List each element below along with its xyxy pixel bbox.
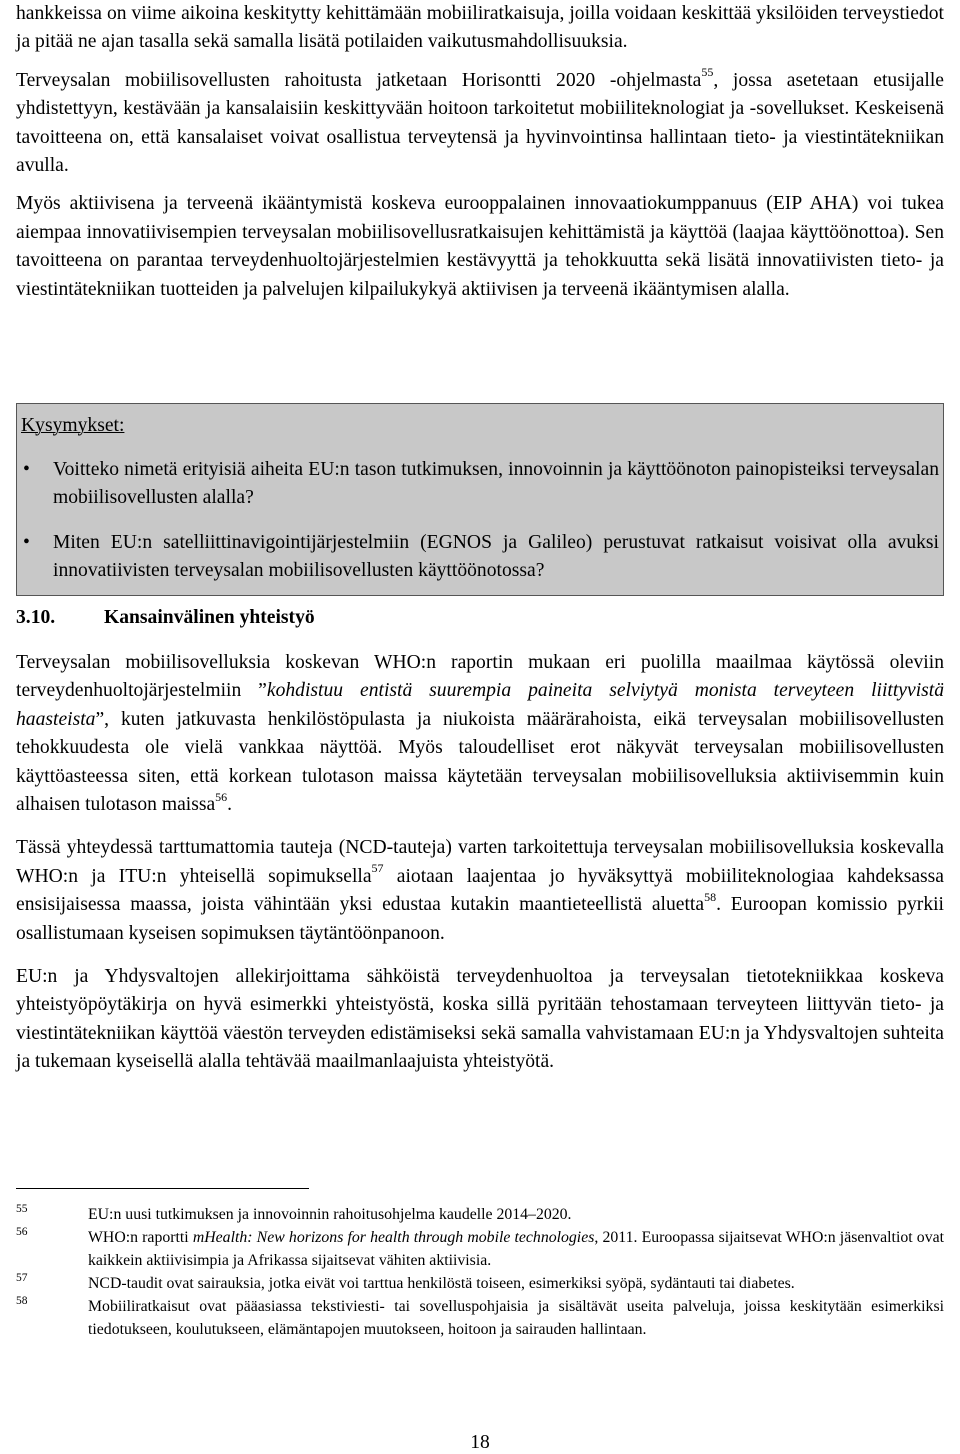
footnote-text: Mobiiliratkaisut ovat pääasiassa tekstiviesti- tai sovelluspohjaisia ja sisältävät useita palveluja, joissa keskitytään esimerkiksi tiedotukseen, koulutukseen, elämäntapojen muutokseen, hoitoon ja sairauden hallintaan. <box>88 1298 944 1338</box>
footnote-text: WHO:n raportti <box>88 1229 193 1246</box>
question-text: Voitteko nimetä erityisiä aiheita EU:n tason tutkimuksen, innovoinnin ja käyttöönoton painopisteiksi terveysalan mobiilisovellusten alalla? <box>53 459 939 509</box>
paragraph-ncd <box>16 834 944 948</box>
footnote-58 <box>16 1295 944 1341</box>
footnote-title: mHealth: New horizons for health through mobile technologies <box>192 1229 595 1246</box>
footnote-57 <box>16 1272 944 1295</box>
footnote-ref-55[interactable]: 55 <box>701 65 714 80</box>
paragraph-text: Terveysalan mobiilisovellusten rahoitusta jatketaan Horisontti 2020 -ohjelmasta <box>16 69 702 91</box>
paragraph-text: aiotaan laajentaa jo hyväksyttyä mobiiliteknologiaa kahdeksassa ensisijaisessa maassa, joista vähintään yksi edustaa kutakin maantieteellistä aluetta <box>16 865 945 916</box>
section-number: 3.10. <box>16 607 56 628</box>
paragraph-text: . <box>227 794 233 816</box>
footnote-ref-57[interactable]: 57 <box>371 861 384 876</box>
footnote-divider <box>16 1188 309 1189</box>
paragraph-horizon-2020 <box>16 67 944 181</box>
footnote-number: 56 <box>16 1226 28 1238</box>
paragraph-who-report <box>16 649 944 819</box>
bullet-icon: • <box>23 531 30 553</box>
paragraph-text: . Euroopan komissio pyrkii osallistumaan kyseisen sopimuksen täytäntöönpanoon. <box>16 894 945 944</box>
paragraph-text: ”, kuten jatkuvasta henkilöstöpulasta ja niukoista määrärahoista, eikä terveysalan mobiilisovellusten tehokkuudesta ole vielä vankkaa näyttöä. Myös taloudelliset erot näkyvät terveysalan mobiilisovellusten käyttöasteessa siten, että korkean tulotason maissa käytetään terveysalan mobiilisovelluksia aktiivisemmin kuin alhaisen tulotason maissa <box>16 708 944 816</box>
paragraph-text: , jossa asetetaan etusijalle yhdistettyyn, kestävään ja kansalaisiin keskittyvään hoitoon tarkoitetut mobiiliteknologiat ja -sovellukset. Keskeisenä tavoitteena on, että kansalaiset voivat osallistua terveytensä ja hyvinvointinsa hallintaan tieto- ja viestintätekniikan avulla. <box>16 69 944 177</box>
question-item <box>17 529 943 586</box>
footnote-ref-58[interactable]: 58 <box>704 889 717 904</box>
footnote-55 <box>16 1203 944 1226</box>
document-page <box>16 0 945 1338</box>
footnote-number: 57 <box>16 1272 28 1284</box>
page-number: 18 <box>470 1432 490 1453</box>
question-text: Miten EU:n satelliittinavigointijärjestelmiin (EGNOS ja Galileo) perustuvat ratkaisut voisivat olla avuksi innovatiivisten terveysalan mobiilisovellusten käyttöönotossa? <box>53 531 939 582</box>
questions-title: Kysymykset: <box>21 415 125 436</box>
bullet-icon: • <box>23 459 30 480</box>
paragraph-intro: hankkeissa on viime aikoina keskitytty kehittämään mobiiliratkaisuja, joilla voidaan keskittää yksilöiden terveystiedot ja pitää ne ajan tasalla sekä samalla lisätä potilaiden vaikutusmahdollisuuksia. <box>16 3 944 53</box>
paragraph-eu-us: EU:n ja Yhdysvaltojen allekirjoittama sähköistä terveydenhuoltoa ja terveysalan tietotekniikkaa koskeva yhteistyöpöytäkirja on hyvä esimerkki yhteistyöstä, koska sillä pyritään tehostamaan terveyteen liittyvän tieto- ja viestintätekniikan käyttöä väestön terveyden edistämiseksi sekä samalla vahvistamaan EU:n ja Yhdysvaltojen suhteita ja tukemaan kyseisellä alalla tehtävää maailmanlaajuista yhteistyötä. <box>16 966 944 1073</box>
footnotes <box>16 1203 944 1341</box>
footnote-text: , 2011. Euroopassa sijaitsevat WHO:n jäsenvaltiot ovat kaikkein aktiivisimpia ja Afrikassa sijaitsevat vähiten aktiivisia. <box>88 1229 944 1269</box>
footnote-text: EU:n uusi tutkimuksen ja innovoinnin rahoitusohjelma kaudelle 2014–2020. <box>88 1206 572 1223</box>
section-heading <box>16 607 315 629</box>
paragraph-eip-aha: Myös aktiivisena ja terveenä ikääntymistä koskeva eurooppalainen innovaatiokumppanuus (EIP AHA) voi tukea aiempaa innovatiivisempien terveysalan mobiilisovellusratkaisujen kehittämistä ja käyttöä (laajaa käyttöönottoa). Sen tavoitteena on parantaa terveydenhuoltojärjestelmien kestävyyttä ja tehokkuutta sekä lisätä innovatiivisten tieto- ja viestintätekniikan tuotteiden ja palvelujen kilpailukykyä aktiivisen ja terveenä ikääntymisen alalla. <box>16 193 944 300</box>
footnote-number: 55 <box>16 1203 28 1215</box>
paragraph-text: Tässä yhteydessä tarttumattomia tauteja (NCD-tauteja) varten tarkoitettuja terveysalan mobiilisovelluksia koskevalla WHO:n ja ITU:n yhteisellä sopimuksella <box>16 837 944 887</box>
quoted-text: kohdistuu entistä suurempia paineita selviytyä monista terveyteen liittyvistä haasteista <box>16 680 945 730</box>
footnote-ref-56[interactable]: 56 <box>215 789 228 804</box>
questions-list <box>17 456 943 602</box>
section-title: Kansainvälinen yhteistyö <box>104 607 315 628</box>
footnote-number: 58 <box>16 1295 28 1307</box>
questions-box <box>16 403 944 596</box>
question-item <box>17 456 943 513</box>
paragraph-text: Terveysalan mobiilisovelluksia koskevan WHO:n raportin mukaan eri puolilla maailmaa käytössä oleviin terveydenhuoltojärjestelmiin ” <box>16 652 944 702</box>
footnote-56 <box>16 1226 944 1272</box>
footnote-text: NCD-taudit ovat sairauksia, jotka eivät voi tarttua henkilöstä toiseen, esimerkiksi syöpä, sydäntauti tai diabetes. <box>88 1275 795 1292</box>
section-body <box>16 649 944 1092</box>
